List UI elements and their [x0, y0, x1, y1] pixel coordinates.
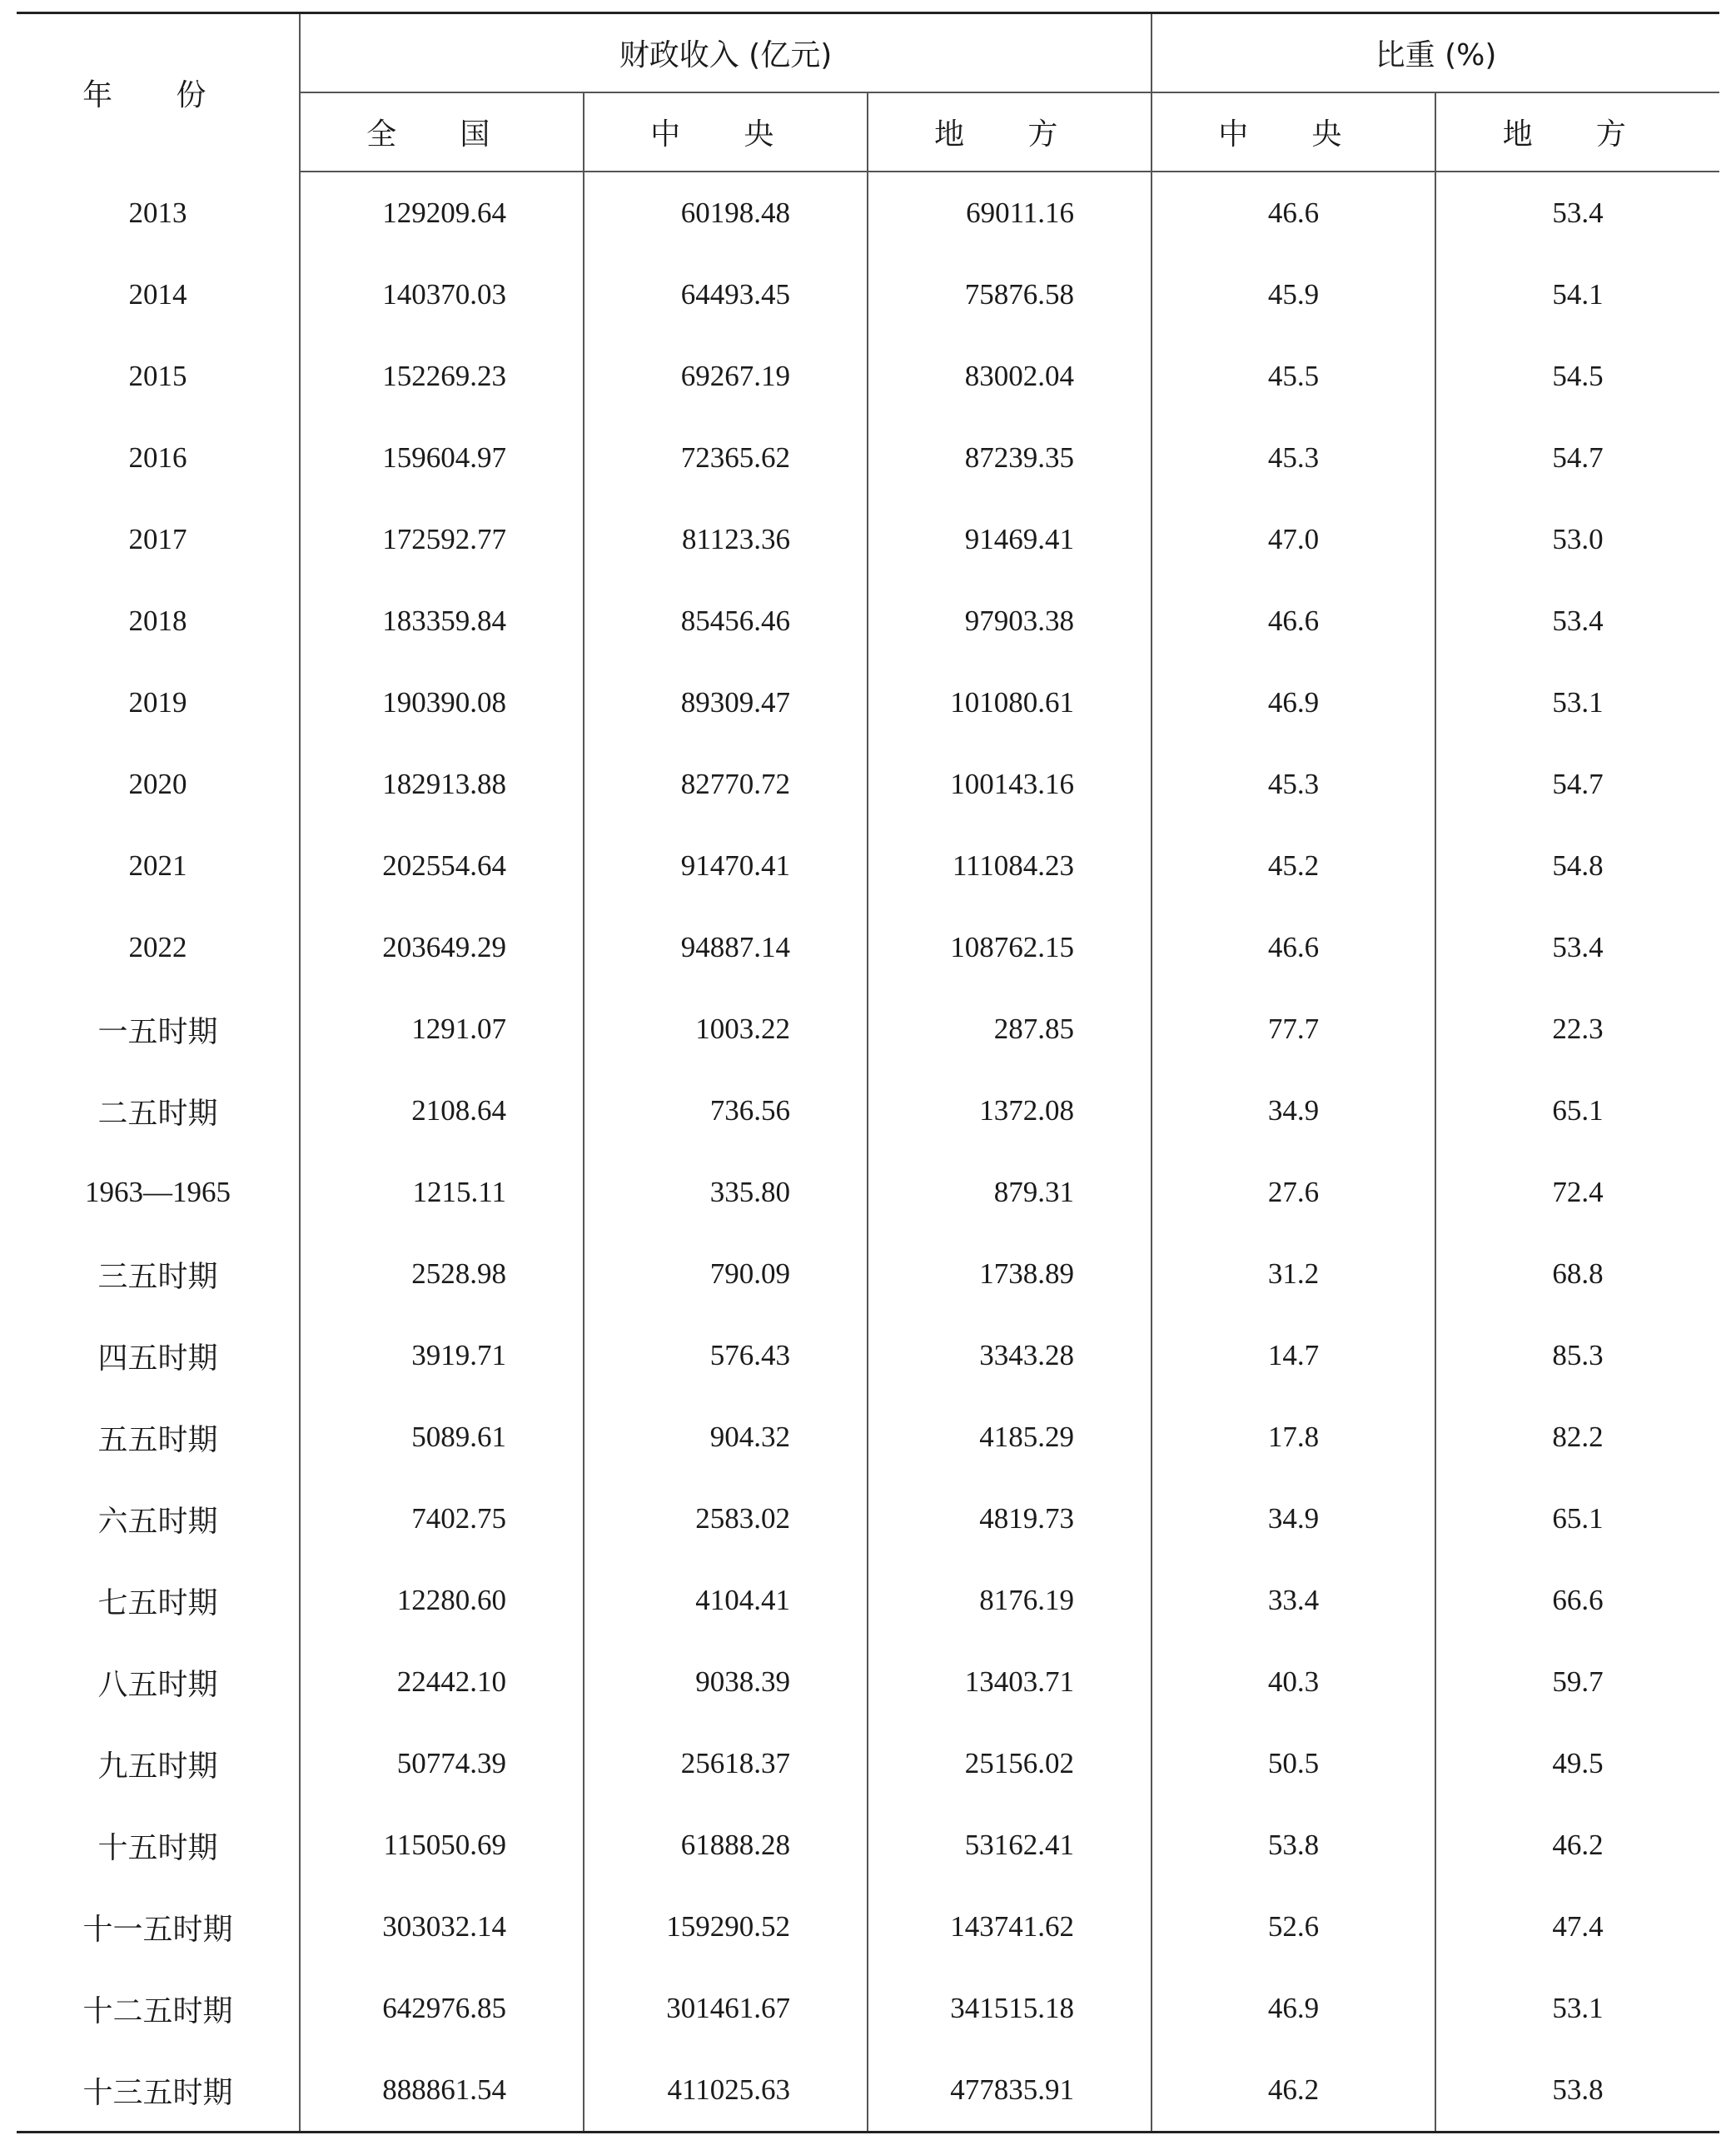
- cell-local-revenue: 111084.23: [868, 825, 1152, 907]
- header-revenue-central: 中 央: [584, 92, 868, 172]
- table-row: [17, 499, 1719, 580]
- cell-national-revenue: 182913.88: [300, 744, 584, 825]
- cell-year: 四五时期: [97, 1341, 218, 1376]
- cell-national-revenue: 2108.64: [300, 1070, 584, 1152]
- table-row: [17, 580, 1719, 662]
- header-year: 年 份: [17, 13, 300, 172]
- cell-national-revenue: 159604.97: [300, 417, 584, 499]
- cell-local-revenue: 91469.41: [868, 499, 1152, 580]
- cell-year: 2021: [128, 849, 187, 882]
- cell-local-share: 49.5: [1435, 1723, 1719, 1804]
- cell-central-revenue: 61888.28: [584, 1804, 868, 1886]
- cell-local-share: 46.2: [1435, 1804, 1719, 1886]
- cell-central-share: 45.2: [1152, 825, 1435, 907]
- table-row: [17, 417, 1719, 499]
- cell-local-revenue: 341515.18: [868, 1968, 1152, 2049]
- cell-local-revenue: 287.85: [868, 988, 1152, 1070]
- cell-national-revenue: 888861.54: [300, 2049, 584, 2133]
- table-row: [17, 825, 1719, 907]
- cell-national-revenue: 202554.64: [300, 825, 584, 907]
- cell-local-revenue: 97903.38: [868, 580, 1152, 662]
- cell-central-share: 52.6: [1152, 1886, 1435, 1968]
- table-row: [17, 1804, 1719, 1886]
- cell-national-revenue: 129209.64: [300, 172, 584, 254]
- cell-national-revenue: 152269.23: [300, 336, 584, 417]
- cell-year: 九五时期: [97, 1749, 218, 1784]
- cell-central-revenue: 64493.45: [584, 254, 868, 336]
- cell-national-revenue: 12280.60: [300, 1560, 584, 1641]
- cell-year: 2020: [128, 768, 187, 800]
- cell-national-revenue: 642976.85: [300, 1968, 584, 2049]
- cell-local-share: 66.6: [1435, 1560, 1719, 1641]
- cell-central-revenue: 91470.41: [584, 825, 868, 907]
- table-row: [17, 172, 1719, 254]
- cell-year: 五五时期: [97, 1422, 218, 1457]
- cell-year: 六五时期: [97, 1504, 218, 1539]
- table-header: [17, 13, 1719, 172]
- cell-national-revenue: 303032.14: [300, 1886, 584, 1968]
- cell-central-share: 53.8: [1152, 1804, 1435, 1886]
- cell-local-share: 82.2: [1435, 1396, 1719, 1478]
- header-revenue-national: 全 国: [300, 92, 584, 172]
- cell-year: 2018: [128, 605, 187, 637]
- cell-local-revenue: 87239.35: [868, 417, 1152, 499]
- cell-local-revenue: 8176.19: [868, 1560, 1152, 1641]
- cell-year: 十三五时期: [17, 2049, 300, 2133]
- cell-central-revenue: 904.32: [584, 1396, 868, 1478]
- table-row: [17, 1070, 1719, 1152]
- cell-national-revenue: 50774.39: [300, 1723, 584, 1804]
- cell-central-share: 47.0: [1152, 499, 1435, 580]
- cell-central-revenue: 81123.36: [584, 499, 868, 580]
- cell-national-revenue: 22442.10: [300, 1641, 584, 1723]
- cell-central-revenue: 736.56: [584, 1070, 868, 1152]
- cell-central-share: 46.9: [1152, 662, 1435, 744]
- cell-local-share: 85.3: [1435, 1315, 1719, 1396]
- cell-year: 2017: [128, 523, 187, 555]
- cell-local-revenue: 100143.16: [868, 744, 1152, 825]
- cell-national-revenue: 3919.71: [300, 1315, 584, 1396]
- cell-central-share: 40.3: [1152, 1641, 1435, 1723]
- header-share-central: 中 央: [1152, 92, 1435, 172]
- cell-year: 2013: [128, 196, 187, 229]
- cell-local-revenue: 477835.91: [868, 2049, 1152, 2133]
- cell-local-share: 65.1: [1435, 1070, 1719, 1152]
- cell-year: 十五时期: [97, 1830, 218, 1865]
- cell-local-share: 54.7: [1435, 744, 1719, 825]
- cell-central-revenue: 9038.39: [584, 1641, 868, 1723]
- fiscal-revenue-table-container: [17, 12, 1719, 2133]
- cell-central-share: 46.9: [1152, 1968, 1435, 2049]
- cell-local-share: 47.4: [1435, 1886, 1719, 1968]
- cell-local-share: 53.8: [1435, 2049, 1719, 2133]
- table-row: [17, 1560, 1719, 1641]
- cell-central-revenue: 411025.63: [584, 2049, 868, 2133]
- cell-local-share: 53.4: [1435, 580, 1719, 662]
- table-row: [17, 1396, 1719, 1478]
- header-revenue-group: 财政收入 (亿元): [300, 13, 1152, 93]
- cell-central-revenue: 72365.62: [584, 417, 868, 499]
- table-row: [17, 662, 1719, 744]
- cell-local-revenue: 3343.28: [868, 1315, 1152, 1396]
- cell-local-revenue: 1372.08: [868, 1070, 1152, 1152]
- cell-year: 十一五时期: [82, 1912, 233, 1947]
- table-body: [17, 172, 1719, 2133]
- cell-central-share: 77.7: [1152, 988, 1435, 1070]
- table-row: [17, 336, 1719, 417]
- cell-year: 2019: [128, 686, 187, 719]
- cell-central-revenue: 335.80: [584, 1152, 868, 1233]
- cell-central-share: 46.6: [1152, 580, 1435, 662]
- cell-central-share: 45.5: [1152, 336, 1435, 417]
- cell-central-revenue: 82770.72: [584, 744, 868, 825]
- cell-national-revenue: 140370.03: [300, 254, 584, 336]
- cell-local-revenue: 13403.71: [868, 1641, 1152, 1723]
- table-row: [17, 744, 1719, 825]
- table-row: [17, 1478, 1719, 1560]
- cell-central-share: 27.6: [1152, 1152, 1435, 1233]
- cell-national-revenue: 203649.29: [300, 907, 584, 988]
- cell-local-share: 53.4: [1435, 172, 1719, 254]
- cell-year: 七五时期: [97, 1585, 218, 1620]
- table-row: [17, 2049, 1719, 2133]
- table-row: [17, 1886, 1719, 1968]
- cell-central-revenue: 60198.48: [584, 172, 868, 254]
- table-row: [17, 1723, 1719, 1804]
- cell-central-share: 34.9: [1152, 1070, 1435, 1152]
- cell-central-revenue: 89309.47: [584, 662, 868, 744]
- header-row-top: [17, 13, 1719, 93]
- cell-central-revenue: 1003.22: [584, 988, 868, 1070]
- cell-central-revenue: 25618.37: [584, 1723, 868, 1804]
- table-row: [17, 1152, 1719, 1233]
- cell-year: 一五时期: [97, 1014, 218, 1049]
- cell-central-share: 45.3: [1152, 744, 1435, 825]
- header-share-group: 比重 (%): [1152, 13, 1719, 93]
- cell-central-share: 45.3: [1152, 417, 1435, 499]
- cell-year: 1963—1965: [85, 1176, 231, 1208]
- cell-local-revenue: 879.31: [868, 1152, 1152, 1233]
- cell-central-revenue: 85456.46: [584, 580, 868, 662]
- cell-local-share: 53.0: [1435, 499, 1719, 580]
- cell-central-revenue: 94887.14: [584, 907, 868, 988]
- cell-national-revenue: 190390.08: [300, 662, 584, 744]
- table-row: [17, 254, 1719, 336]
- cell-central-revenue: 2583.02: [584, 1478, 868, 1560]
- cell-year: 2016: [128, 441, 187, 474]
- cell-local-share: 59.7: [1435, 1641, 1719, 1723]
- cell-year: 2015: [128, 360, 187, 392]
- cell-national-revenue: 2528.98: [300, 1233, 584, 1315]
- cell-central-share: 34.9: [1152, 1478, 1435, 1560]
- cell-local-revenue: 53162.41: [868, 1804, 1152, 1886]
- header-revenue-local: 地 方: [868, 92, 1152, 172]
- cell-local-share: 53.4: [1435, 907, 1719, 988]
- cell-local-share: 53.1: [1435, 662, 1719, 744]
- cell-central-share: 14.7: [1152, 1315, 1435, 1396]
- cell-local-revenue: 143741.62: [868, 1886, 1152, 1968]
- cell-central-share: 50.5: [1152, 1723, 1435, 1804]
- cell-national-revenue: 1291.07: [300, 988, 584, 1070]
- cell-national-revenue: 115050.69: [300, 1804, 584, 1886]
- cell-local-revenue: 25156.02: [868, 1723, 1152, 1804]
- cell-national-revenue: 172592.77: [300, 499, 584, 580]
- cell-local-revenue: 69011.16: [868, 172, 1152, 254]
- cell-local-revenue: 1738.89: [868, 1233, 1152, 1315]
- cell-local-share: 65.1: [1435, 1478, 1719, 1560]
- cell-central-share: 33.4: [1152, 1560, 1435, 1641]
- cell-local-revenue: 4185.29: [868, 1396, 1152, 1478]
- cell-central-share: 46.6: [1152, 172, 1435, 254]
- cell-central-share: 17.8: [1152, 1396, 1435, 1478]
- cell-local-share: 54.5: [1435, 336, 1719, 417]
- table-row: [17, 1315, 1719, 1396]
- table-row: [17, 1233, 1719, 1315]
- cell-year: 十二五时期: [82, 1993, 233, 2028]
- cell-local-revenue: 75876.58: [868, 254, 1152, 336]
- cell-local-revenue: 108762.15: [868, 907, 1152, 988]
- cell-central-share: 31.2: [1152, 1233, 1435, 1315]
- cell-local-share: 54.7: [1435, 417, 1719, 499]
- table-row: [17, 1968, 1719, 2049]
- cell-local-revenue: 83002.04: [868, 336, 1152, 417]
- cell-year: 2014: [128, 278, 187, 311]
- cell-central-revenue: 159290.52: [584, 1886, 868, 1968]
- header-share-local: 地 方: [1435, 92, 1719, 172]
- cell-local-revenue: 4819.73: [868, 1478, 1152, 1560]
- fiscal-revenue-table: [17, 12, 1719, 2133]
- cell-local-revenue: 101080.61: [868, 662, 1152, 744]
- cell-year: 三五时期: [97, 1259, 218, 1294]
- table-row: [17, 1641, 1719, 1723]
- cell-central-share: 46.6: [1152, 907, 1435, 988]
- cell-central-revenue: 576.43: [584, 1315, 868, 1396]
- cell-central-revenue: 790.09: [584, 1233, 868, 1315]
- cell-local-share: 22.3: [1435, 988, 1719, 1070]
- cell-central-revenue: 4104.41: [584, 1560, 868, 1641]
- table-row: [17, 907, 1719, 988]
- cell-central-revenue: 301461.67: [584, 1968, 868, 2049]
- cell-year: 八五时期: [97, 1667, 218, 1702]
- cell-national-revenue: 5089.61: [300, 1396, 584, 1478]
- cell-local-share: 53.1: [1435, 1968, 1719, 2049]
- cell-year: 二五时期: [97, 1096, 218, 1131]
- cell-local-share: 72.4: [1435, 1152, 1719, 1233]
- cell-national-revenue: 183359.84: [300, 580, 584, 662]
- cell-national-revenue: 1215.11: [300, 1152, 584, 1233]
- table-row: [17, 988, 1719, 1070]
- cell-local-share: 54.8: [1435, 825, 1719, 907]
- cell-central-share: 45.9: [1152, 254, 1435, 336]
- cell-local-share: 68.8: [1435, 1233, 1719, 1315]
- cell-national-revenue: 7402.75: [300, 1478, 584, 1560]
- cell-year: 2022: [128, 931, 187, 963]
- cell-central-share: 46.2: [1152, 2049, 1435, 2133]
- cell-local-share: 54.1: [1435, 254, 1719, 336]
- cell-central-revenue: 69267.19: [584, 336, 868, 417]
